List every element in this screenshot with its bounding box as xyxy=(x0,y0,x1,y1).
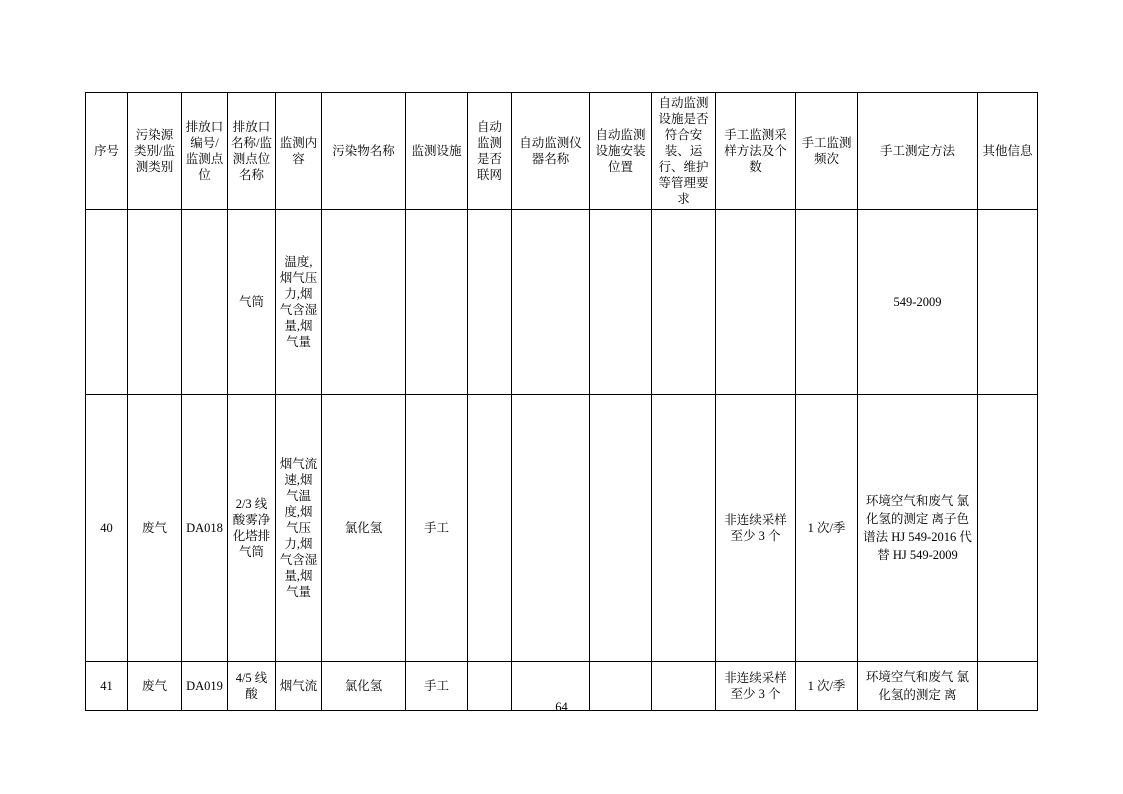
table-row xyxy=(86,395,1038,662)
cell-auto-compliance xyxy=(652,210,716,395)
column-header-manual-frequency: 手工监测频次 xyxy=(796,93,858,210)
cell-manual-method: 549-2009 xyxy=(858,210,978,395)
cell-outlet-code xyxy=(182,210,228,395)
cell-pollutant: 氯化氢 xyxy=(322,662,406,711)
cell-manual-sampling: 非连续采样至少 3 个 xyxy=(716,662,796,711)
cell-seq: 41 xyxy=(86,662,128,711)
cell-auto-compliance xyxy=(652,395,716,662)
monitoring-table-container xyxy=(85,92,1037,711)
column-header-other: 其他信息 xyxy=(978,93,1038,210)
column-header-seq: 序号 xyxy=(86,93,128,210)
cell-source-type: 废气 xyxy=(128,395,182,662)
cell-outlet-name: 气筒 xyxy=(228,210,276,395)
cell-source-type: 废气 xyxy=(128,662,182,711)
cell-outlet-name: 4/5 线酸 xyxy=(228,662,276,711)
cell-manual-frequency: 1 次/季 xyxy=(796,395,858,662)
monitoring-table xyxy=(85,92,1038,711)
column-header-auto-position: 自动监测设施安装位置 xyxy=(590,93,652,210)
cell-manual-frequency: 1 次/季 xyxy=(796,662,858,711)
column-header-auto-instrument: 自动监测仪器名称 xyxy=(512,93,590,210)
table-row xyxy=(86,210,1038,395)
cell-other xyxy=(978,395,1038,662)
cell-facility xyxy=(406,210,468,395)
column-header-auto-compliance: 自动监测设施是否符合安装、运行、维护等管理要求 xyxy=(652,93,716,210)
cell-manual-sampling: 非连续采样至少 3 个 xyxy=(716,395,796,662)
cell-auto-network xyxy=(468,395,512,662)
cell-auto-instrument xyxy=(512,395,590,662)
cell-auto-position xyxy=(590,210,652,395)
table-header-row xyxy=(86,93,1038,210)
cell-manual-method: 环境空气和废气 氯化氢的测定 离 xyxy=(858,662,978,711)
cell-manual-sampling xyxy=(716,210,796,395)
column-header-monitor-content: 监测内容 xyxy=(276,93,322,210)
page-number: 64 xyxy=(555,700,568,714)
cell-monitor-content: 烟气流速,烟气温度,烟气压力,烟气含湿量,烟气量 xyxy=(276,395,322,662)
cell-facility: 手工 xyxy=(406,395,468,662)
cell-manual-method: 环境空气和废气 氯化氢的测定 离子色谱法 HJ 549-2016 代替 HJ 549-2009 xyxy=(858,395,978,662)
cell-monitor-content: 烟气流 xyxy=(276,662,322,711)
cell-other xyxy=(978,210,1038,395)
column-header-outlet-name: 排放口名称/监测点位名称 xyxy=(228,93,276,210)
cell-seq: 40 xyxy=(86,395,128,662)
cell-outlet-code: DA018 xyxy=(182,395,228,662)
cell-auto-instrument xyxy=(512,210,590,395)
cell-auto-network xyxy=(468,210,512,395)
cell-outlet-name: 2/3 线酸雾净化塔排气筒 xyxy=(228,395,276,662)
cell-monitor-content: 温度,烟气压力,烟气含湿量,烟气量 xyxy=(276,210,322,395)
table-body xyxy=(86,210,1038,711)
column-header-source-type: 污染源类别/监测类别 xyxy=(128,93,182,210)
table-header xyxy=(86,93,1038,210)
cell-source-type xyxy=(128,210,182,395)
cell-facility: 手工 xyxy=(406,662,468,711)
cell-auto-position xyxy=(590,395,652,662)
cell-manual-frequency xyxy=(796,210,858,395)
column-header-pollutant: 污染物名称 xyxy=(322,93,406,210)
column-header-auto-network: 自动监测是否联网 xyxy=(468,93,512,210)
column-header-manual-sampling: 手工监测采样方法及个数 xyxy=(716,93,796,210)
cell-outlet-code: DA019 xyxy=(182,662,228,711)
cell-pollutant: 氯化氢 xyxy=(322,395,406,662)
cell-seq xyxy=(86,210,128,395)
column-header-manual-method: 手工测定方法 xyxy=(858,93,978,210)
column-header-outlet-code: 排放口编号/监测点位 xyxy=(182,93,228,210)
cell-pollutant xyxy=(322,210,406,395)
column-header-facility: 监测设施 xyxy=(406,93,468,210)
